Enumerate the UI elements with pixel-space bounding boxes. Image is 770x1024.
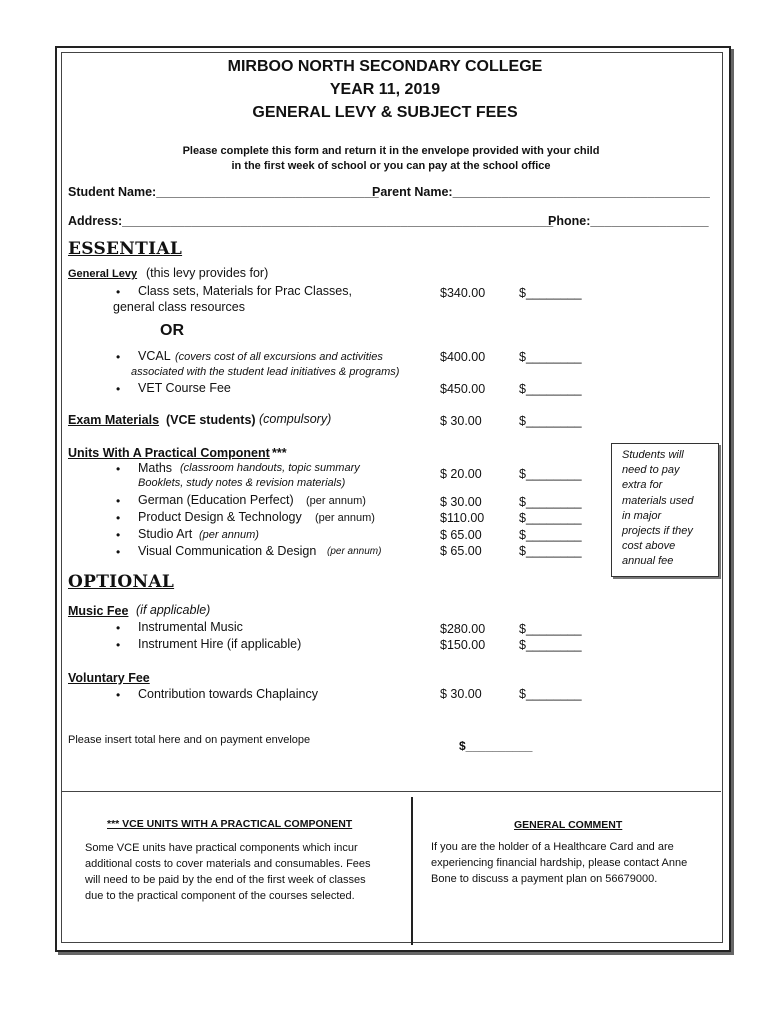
bullet: •: [116, 494, 121, 508]
practical-amount-blank[interactable]: $________: [519, 544, 582, 558]
practical-item-note: (per annum): [199, 529, 259, 541]
instrumental-music-price: $280.00: [440, 622, 486, 636]
practical-units-label: Units With A Practical Component: [68, 446, 270, 460]
practical-item-price: $ 65.00: [440, 544, 482, 558]
address-field[interactable]: Address:______________________________________________________________: [68, 214, 554, 228]
side-note-line: extra for: [622, 479, 663, 492]
levy-item-line2: general class resources: [113, 300, 246, 314]
bullet: •: [116, 462, 121, 476]
year-title: YEAR 11, 2019: [329, 81, 441, 98]
instruction-line-2: in the first week of school or you can pay at the school office: [231, 160, 551, 172]
general-levy-label: General Levy: [68, 268, 138, 280]
optional-heading: OPTIONAL: [68, 572, 175, 592]
vce-practical-text: [85, 840, 371, 904]
general-comment-line: Bone to discuss a payment plan on 56679000.: [431, 873, 658, 885]
bullet: •: [116, 688, 121, 702]
practical-amount-blank[interactable]: $________: [519, 528, 582, 542]
practical-item-price: $110.00: [440, 511, 485, 525]
practical-item-note: (per annum): [315, 512, 375, 524]
side-note-line: materials used: [622, 494, 694, 507]
general-comment-line: If you are the holder of a Healthcare Card and are: [431, 841, 674, 853]
vet-amount-blank[interactable]: $________: [519, 382, 582, 396]
side-note-line: need to pay: [622, 464, 680, 477]
vcal-note-2: associated with the student lead initiatives & programs): [131, 366, 400, 378]
side-note-line: cost above: [622, 540, 676, 553]
general-comment-line: experiencing financial hardship, please contact Anne: [431, 857, 688, 869]
vcal-amount-blank[interactable]: $________: [519, 350, 582, 364]
instruction-line-1: Please complete this form and return it in the envelope provided with your child: [182, 145, 600, 157]
footer-divider: [61, 791, 721, 792]
school-name: MIRBOO NORTH SECONDARY COLLEGE: [227, 58, 543, 75]
chaplaincy-price: $ 30.00: [440, 687, 482, 701]
side-note-line: in major: [622, 509, 662, 522]
practical-item-name: Product Design & Technology: [138, 510, 302, 524]
materials-side-note: [611, 443, 719, 577]
practical-item-price: $ 30.00: [440, 495, 482, 509]
fees-title: GENERAL LEVY & SUBJECT FEES: [252, 104, 518, 121]
vcal-note-1: (covers cost of all excursions and activities: [175, 351, 383, 363]
exam-compulsory-note: (compulsory): [259, 412, 332, 426]
exam-amount-blank[interactable]: $________: [519, 414, 582, 428]
practical-item-name: Visual Communication & Design: [138, 544, 317, 558]
chaplaincy-amount-blank[interactable]: $________: [519, 687, 582, 701]
vet-label: VET Course Fee: [138, 381, 231, 395]
general-comment-text: [431, 839, 687, 887]
practical-amount-blank[interactable]: $________: [519, 495, 582, 509]
vce-practical-line: Some VCE units have practical components which incur: [85, 842, 358, 854]
practical-item-note: (per annum): [306, 495, 366, 507]
essential-heading: ESSENTIAL: [68, 239, 183, 259]
music-amount-blank[interactable]: $________: [519, 622, 582, 636]
practical-item-note: (classroom handouts, topic summary: [180, 462, 360, 474]
or-label: OR: [160, 322, 184, 339]
parent-name-field[interactable]: Parent Name:_____________________________________: [372, 185, 710, 199]
bullet: •: [116, 528, 121, 542]
bullet: •: [116, 511, 121, 525]
practical-stars: ***: [272, 446, 287, 460]
practical-item-name: Studio Art: [138, 527, 193, 541]
music-fee-note: (if applicable): [136, 603, 211, 617]
levy-item-line1: Class sets, Materials for Prac Classes,: [138, 284, 352, 298]
practical-amount-blank[interactable]: $________: [519, 467, 582, 481]
practical-item-name: German (Education Perfect): [138, 493, 294, 507]
vce-practical-line: additional costs to cover materials and consumables. Fees: [85, 858, 371, 870]
maths-note-2: Booklets, study notes & revision materials): [138, 477, 346, 489]
phone-field[interactable]: Phone:_________________: [548, 214, 709, 228]
general-comment-heading: GENERAL COMMENT: [514, 819, 623, 831]
levy-amount-blank[interactable]: $________: [519, 286, 582, 300]
total-instruction: Please insert total here and on payment envelope: [68, 734, 311, 746]
chaplaincy-label: Contribution towards Chaplaincy: [138, 687, 318, 701]
general-levy-note: (this levy provides for): [146, 266, 269, 280]
practical-item-price: $ 65.00: [440, 528, 482, 542]
vce-practical-line: will need to be paid by the end of the first week of classes: [85, 874, 366, 886]
exam-materials-label: Exam Materials: [68, 413, 160, 427]
instrument-hire-price: $150.00: [440, 638, 486, 652]
side-note-line: projects if they: [622, 525, 693, 538]
total-amount-blank[interactable]: $__________: [459, 739, 533, 753]
bullet: •: [116, 638, 121, 652]
side-note-line: Students will: [622, 449, 684, 461]
vce-practical-heading: *** VCE UNITS WITH A PRACTICAL COMPONENT: [107, 818, 353, 830]
instrument-hire-label: Instrument Hire (if applicable): [138, 637, 302, 651]
voluntary-fee-label: Voluntary Fee: [68, 671, 150, 685]
bullet: •: [116, 545, 121, 559]
practical-item-price: $ 20.00: [440, 467, 482, 481]
bullet: •: [116, 285, 121, 299]
vet-price: $450.00: [440, 382, 486, 396]
bullet: •: [116, 621, 121, 635]
bullet: •: [116, 382, 121, 396]
vce-practical-line: due to the practical component of the courses selected.: [85, 890, 355, 902]
music-fee-label: Music Fee: [68, 604, 129, 618]
student-name-field[interactable]: Student Name:________________________________: [68, 185, 379, 199]
vcal-price: $400.00: [440, 350, 486, 364]
exam-price: $ 30.00: [440, 414, 482, 428]
exam-materials-note: (VCE students): [166, 413, 256, 427]
levy-price: $340.00: [440, 286, 486, 300]
bullet: •: [116, 350, 121, 364]
instrumental-music-label: Instrumental Music: [138, 620, 243, 634]
side-note-line: annual fee: [622, 555, 674, 568]
practical-item-name: Maths: [138, 461, 173, 475]
practical-item-note: (per annum): [327, 546, 382, 557]
vcal-label: VCAL: [138, 349, 171, 363]
practical-amount-blank[interactable]: $________: [519, 511, 582, 525]
hire-amount-blank[interactable]: $________: [519, 638, 582, 652]
footer-column-divider: [411, 797, 413, 945]
